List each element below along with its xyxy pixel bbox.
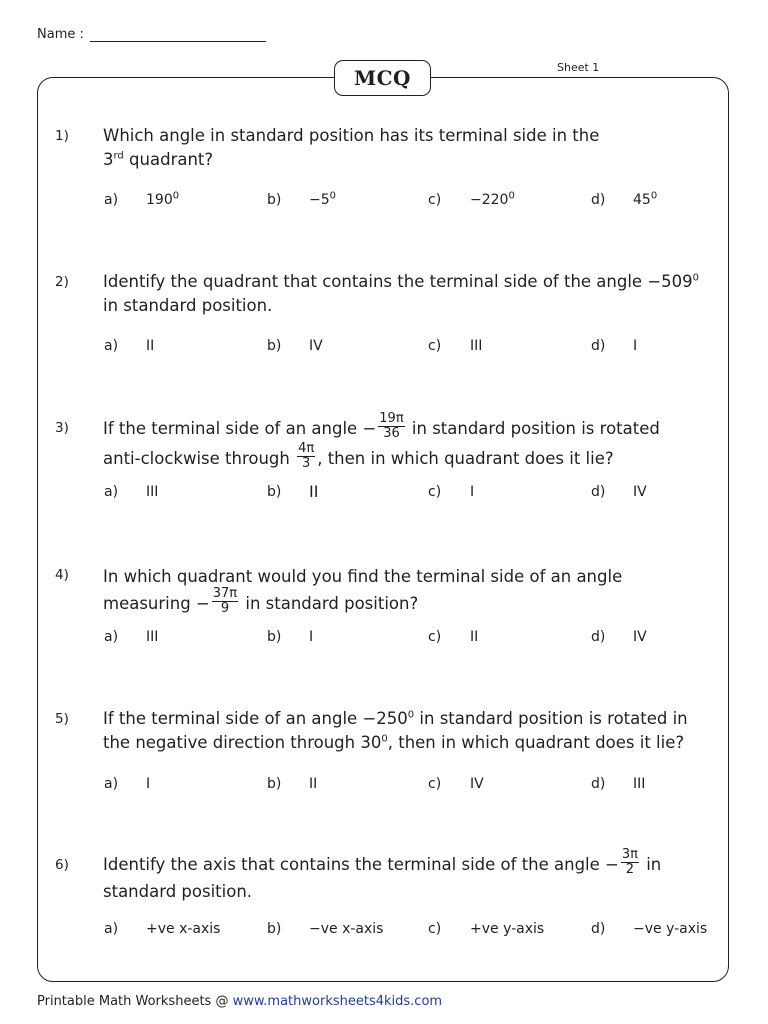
question-text: Identify the axis that contains the terminal side of the angle − $\frac{3\pi}{2}$ in standard position.	[103, 847, 662, 901]
footer-site-link[interactable]: www.mathworksheets4kids.com	[232, 994, 443, 1009]
question-text: Identify the quadrant that contains the terminal side of the angle $-509^0$ in standard position.	[103, 272, 700, 315]
question-number: 1)	[55, 128, 69, 144]
name-label: Name :	[37, 27, 84, 42]
question-text: In which quadrant would you find the terminal side of an angle measuring − $\frac{37\pi}{9}$ in standard position?	[103, 567, 623, 616]
fraction: $\frac{3\pi}{2}$	[621, 847, 638, 877]
footer	[37, 994, 442, 1009]
question-number: 6)	[55, 857, 69, 873]
fraction: $\frac{19\pi}{36}$	[379, 411, 404, 441]
footer-label: Printable Math Worksheets @	[37, 994, 229, 1009]
question-number: 4)	[55, 567, 69, 583]
name-field-row	[37, 26, 266, 42]
question-text: If the terminal side of an angle $-250^0$ in standard position is rotated in the negative direction through $30^0$, then in which quadrant does it lie?	[103, 709, 688, 752]
mcq-badge: MCQ	[334, 60, 431, 96]
question-number: 2)	[55, 274, 69, 290]
name-blank-line[interactable]	[90, 26, 266, 42]
sheet-label: Sheet 1	[557, 61, 600, 74]
fraction: $\frac{37\pi}{9}$	[212, 586, 238, 616]
question-number: 5)	[55, 711, 69, 727]
fraction: $\frac{4\pi}{3}$	[298, 441, 315, 471]
question-text: Which angle in standard position has its terminal side in the 3rd quadrant?	[103, 126, 600, 169]
question-text: If the terminal side of an angle − $\frac{19\pi}{36}$ in standard position is rotated anti-clockwise through $\frac{4\pi}{3}$ , then in which quadrant does it lie?	[103, 411, 660, 471]
question-number: 3)	[55, 420, 69, 436]
